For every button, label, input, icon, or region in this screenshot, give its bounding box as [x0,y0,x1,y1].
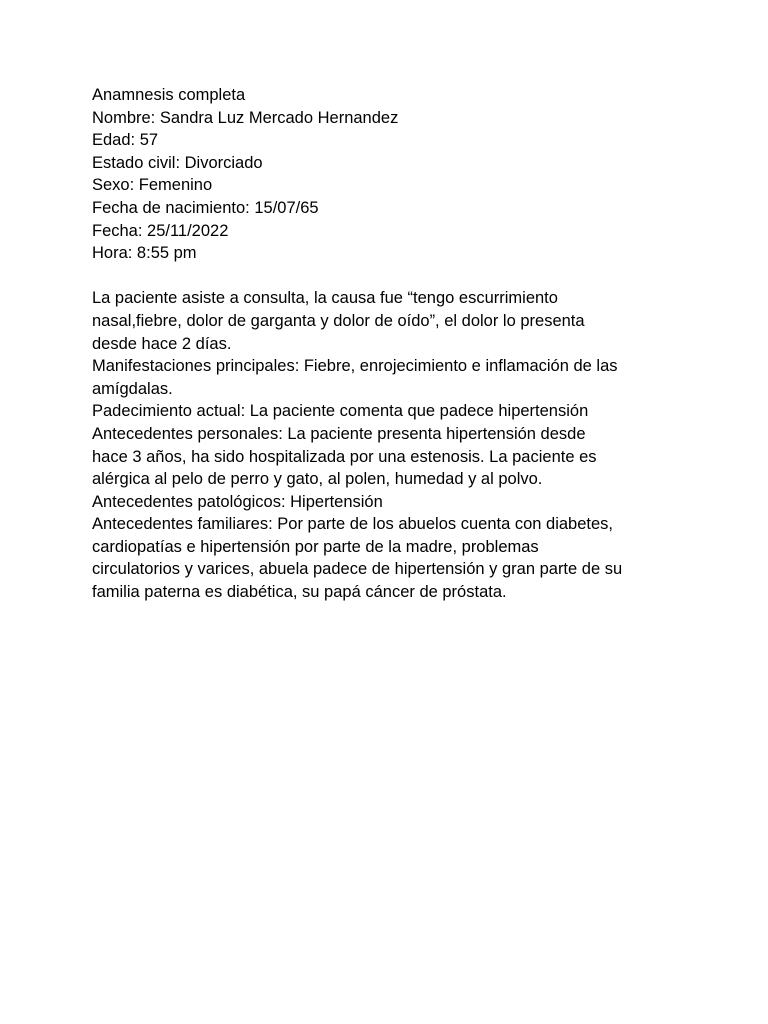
consult-time: Hora: 8:55 pm [92,244,197,263]
patient-birth-date: Fecha de nacimiento: 15/07/65 [92,198,319,217]
paragraph-gap [92,265,692,288]
document-page [92,84,692,604]
body-line: familia paterna es diabética, su papá cáncer de próstata. [92,583,507,602]
patient-age: Edad: 57 [92,131,159,150]
patient-name: Nombre: Sandra Luz Mercado Hernandez [92,108,399,127]
body-line: Padecimiento actual: La paciente comenta que padece hipertensión [92,402,589,421]
body-line: cardiopatías e hipertensión por parte de la madre, problemas [92,537,539,556]
clinical-notes [92,287,692,603]
body-line: circulatorios y varices, abuela padece de hipertensión y gran parte de su [92,560,623,579]
body-line: alérgica al pelo de perro y gato, al polen, humedad y al polvo. [92,470,543,489]
document-title: Anamnesis completa [92,86,246,104]
patient-marital-status: Estado civil: Divorciado [92,153,263,172]
patient-sex: Sexo: Femenino [92,176,213,195]
consult-date: Fecha: 25/11/2022 [92,221,229,240]
patient-header [92,84,692,265]
body-line: La paciente asiste a consulta, la causa fue “tengo escurrimiento [92,289,558,308]
body-line: Antecedentes patológicos: Hipertensión [92,492,383,511]
body-line: amígdalas. [92,379,173,398]
body-line: hace 3 años, ha sido hospitalizada por una estenosis. La paciente es [92,447,597,466]
body-line: Antecedentes familiares: Por parte de los abuelos cuenta con diabetes, [92,515,613,534]
body-line: Antecedentes personales: La paciente presenta hipertensión desde [92,424,586,443]
body-line: desde hace 2 días. [92,334,232,353]
body-line: nasal,fiebre, dolor de garganta y dolor de oído”, el dolor lo presenta [92,311,585,330]
body-line: Manifestaciones principales: Fiebre, enrojecimiento e inflamación de las [92,357,618,376]
